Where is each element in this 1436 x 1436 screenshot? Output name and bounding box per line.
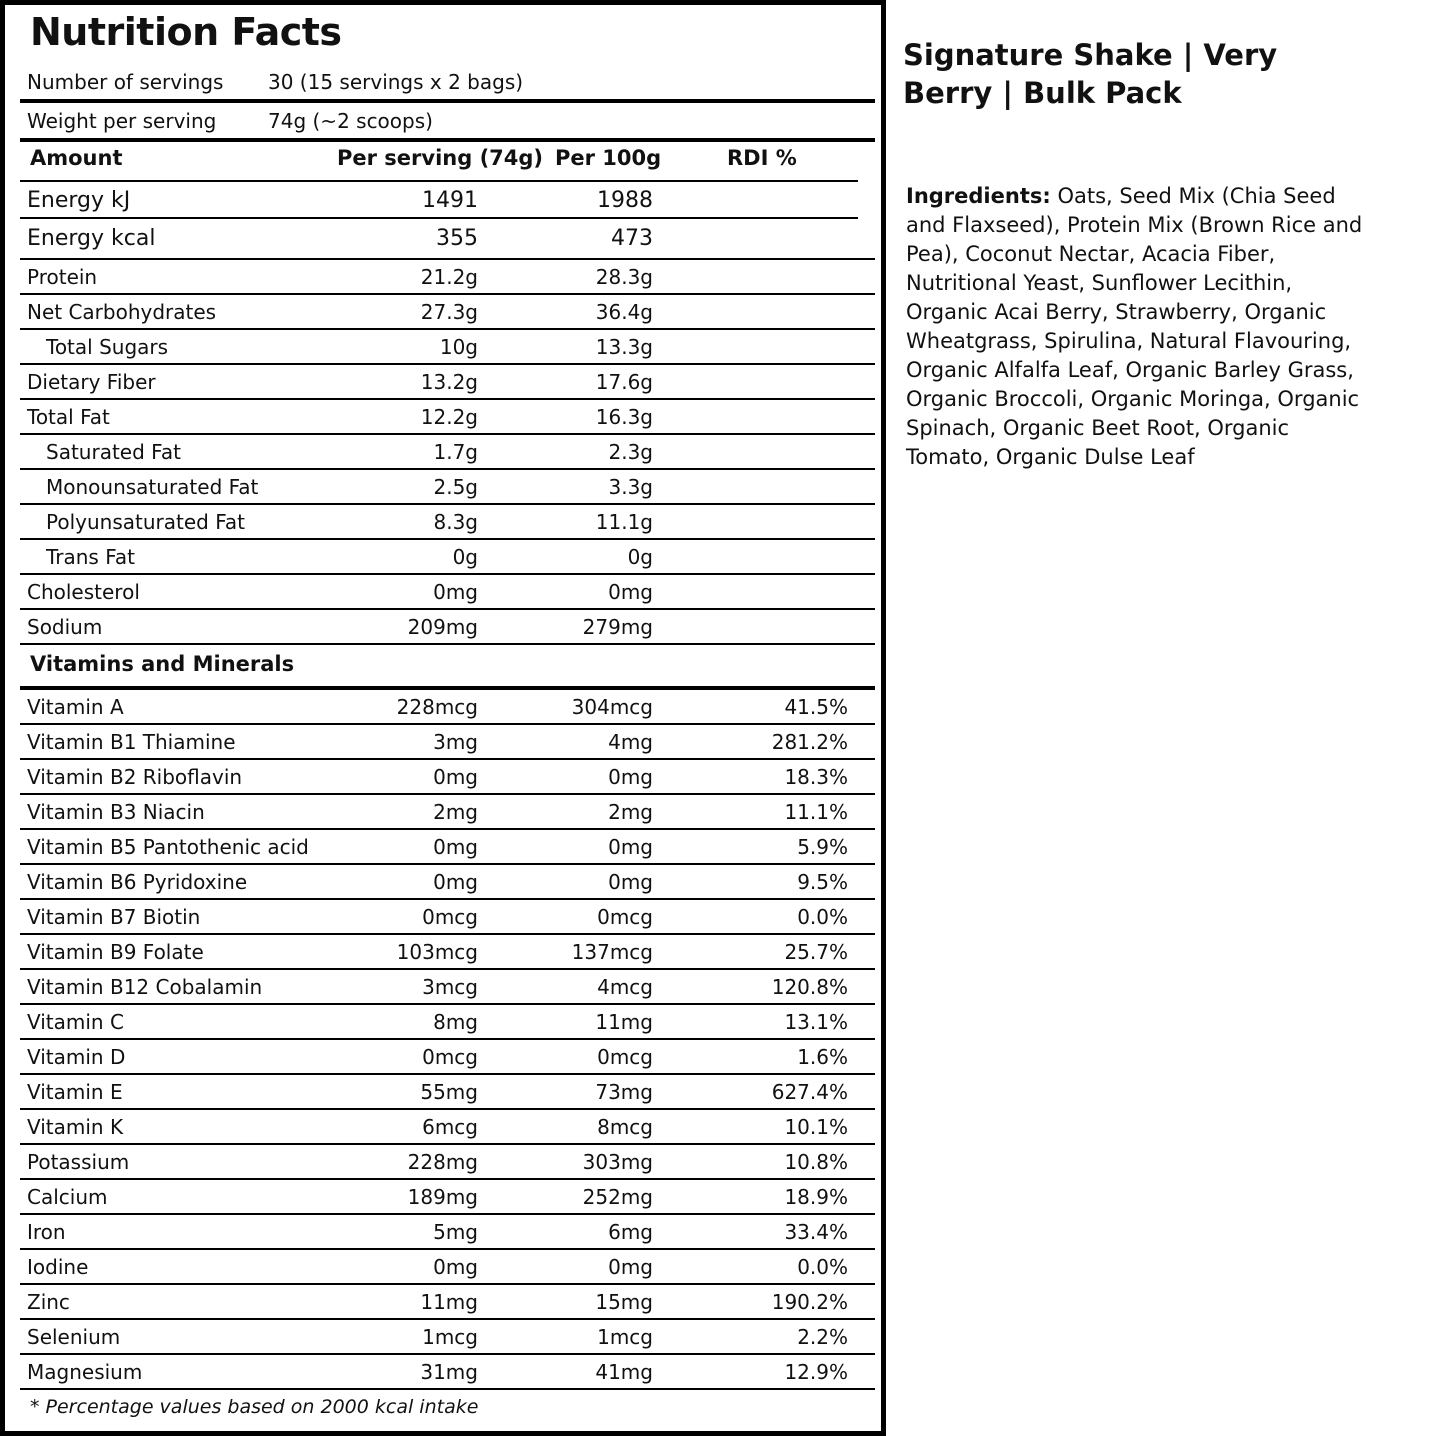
servings-label: Number of servings <box>27 70 224 94</box>
table-row: Zinc 11mg 15mg 190.2% <box>20 1285 875 1320</box>
divider <box>20 180 858 182</box>
table-row: Sodium 209mg 279mg <box>20 610 875 645</box>
table-row: Vitamin K 6mcg 8mcg 10.1% <box>20 1110 875 1145</box>
table-row: Saturated Fat 1.7g 2.3g <box>20 435 875 470</box>
table-row: Vitamin B5 Pantothenic acid 0mg 0mg 5.9% <box>20 830 875 865</box>
divider <box>20 99 875 103</box>
header-per-100g: Per 100g <box>555 146 662 170</box>
table-row: Vitamin E 55mg 73mg 627.4% <box>20 1075 875 1110</box>
table-row: Vitamin B9 Folate 103mcg 137mcg 25.7% <box>20 935 875 970</box>
table-row: Selenium 1mcg 1mcg 2.2% <box>20 1320 875 1355</box>
table-row: Net Carbohydrates 27.3g 36.4g <box>20 295 875 330</box>
table-row: Vitamin A 228mcg 304mcg 41.5% <box>20 690 875 725</box>
nutrition-title: Nutrition Facts <box>30 10 342 54</box>
ingredients-text: Oats, Seed Mix (Chia Seed and Flaxseed), Protein Mix (Brown Rice and Pea), Coconut Nectar, Acacia Fiber, Nutritional Yeast, Sunflower Lecithin, Organic Acai Berry, Strawberry, Organic Wheatgrass, Spirulina, Natural Flavouring, Organic Alfalfa Leaf, Organic Barley Grass, Organic Broccoli, Organic Moringa, Organic Spinach, Organic Beet Root, Organic Tomato, Organic Dulse Leaf <box>906 184 1363 469</box>
vitamins-heading: Vitamins and Minerals <box>30 652 295 676</box>
ingredients <box>906 182 1376 472</box>
table-row: Energy kcal 355 473 <box>20 222 875 260</box>
header-amount: Amount <box>30 146 123 170</box>
table-row: Monounsaturated Fat 2.5g 3.3g <box>20 470 875 505</box>
table-row: Vitamin B12 Cobalamin 3mcg 4mcg 120.8% <box>20 970 875 1005</box>
table-row: Vitamin B7 Biotin 0mcg 0mcg 0.0% <box>20 900 875 935</box>
servings-value: 30 (15 servings x 2 bags) <box>268 70 524 94</box>
table-row: Vitamin B6 Pyridoxine 0mg 0mg 9.5% <box>20 865 875 900</box>
weight-label: Weight per serving <box>27 109 217 133</box>
table-row: Protein 21.2g 28.3g <box>20 260 875 295</box>
footnote: * Percentage values based on 2000 kcal intake <box>30 1396 479 1418</box>
product-title: Signature Shake | Very Berry | Bulk Pack <box>903 38 1278 110</box>
table-row: Total Fat 12.2g 16.3g <box>20 400 875 435</box>
table-row: Iodine 0mg 0mg 0.0% <box>20 1250 875 1285</box>
table-row: Polyunsaturated Fat 8.3g 11.1g <box>20 505 875 540</box>
table-row: Total Sugars 10g 13.3g <box>20 330 875 365</box>
header-rdi: RDI % <box>727 146 797 170</box>
table-row: Trans Fat 0g 0g <box>20 540 875 575</box>
table-row: Magnesium 31mg 41mg 12.9% <box>20 1355 875 1390</box>
table-row: Potassium 228mg 303mg 10.8% <box>20 1145 875 1180</box>
table-row: Cholesterol 0mg 0mg <box>20 575 875 610</box>
ingredients-label: Ingredients: <box>906 184 1051 208</box>
divider <box>20 138 875 142</box>
header-per-serving: Per serving (74g) <box>337 146 544 170</box>
table-row: Calcium 189mg 252mg 18.9% <box>20 1180 875 1215</box>
table-row: Energy kJ 1491 1988 <box>20 184 858 219</box>
weight-value: 74g (~2 scoops) <box>268 109 433 133</box>
table-row: Vitamin B1 Thiamine 3mg 4mg 281.2% <box>20 725 875 760</box>
table-row: Vitamin B3 Niacin 2mg 2mg 11.1% <box>20 795 875 830</box>
table-row: Dietary Fiber 13.2g 17.6g <box>20 365 875 400</box>
table-row: Vitamin B2 Riboflavin 0mg 0mg 18.3% <box>20 760 875 795</box>
table-row: Vitamin C 8mg 11mg 13.1% <box>20 1005 875 1040</box>
table-row: Iron 5mg 6mg 33.4% <box>20 1215 875 1250</box>
table-row: Vitamin D 0mcg 0mcg 1.6% <box>20 1040 875 1075</box>
